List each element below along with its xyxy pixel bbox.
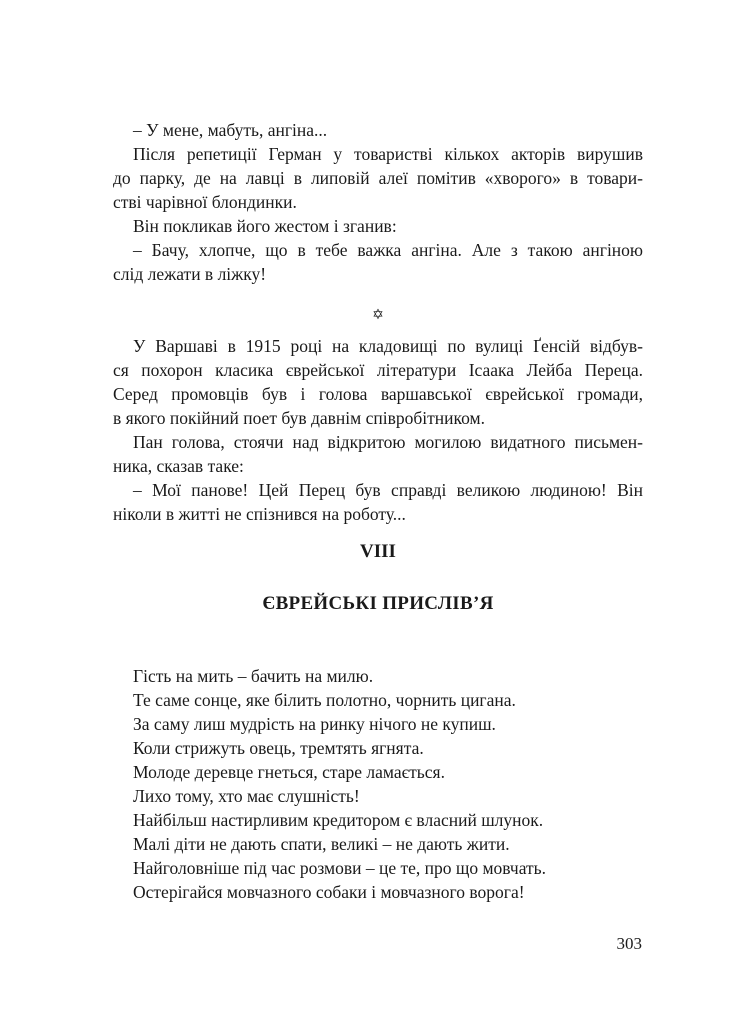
paragraph-line: ника, сказав таке: [113, 456, 244, 476]
paragraph-line: – Мої панове! Цей Перец був справді великою людиною! Він [133, 480, 643, 500]
page-number: 303 [616, 934, 642, 953]
paragraph-line: Він покликав його жестом і зганив: [133, 216, 397, 236]
proverb-line: Молоде деревце гнеться, старе ламається. [133, 762, 445, 782]
paragraph-line: стві чарівної блондинки. [113, 192, 297, 212]
proverb-line: Остерігайся мовчазного собаки і мовчазного ворога! [133, 882, 525, 902]
paragraph-line: до парку, де на лавці в липовій алеї помітив «хворого» в товари- [113, 168, 643, 188]
paragraph-line: слід лежати в ліжку! [113, 264, 267, 284]
paragraph-line: Після репетиції Герман у товаристві кількох акторів вирушив [133, 144, 643, 164]
paragraph-line: в якого покійний поет був давнім співробітником. [113, 408, 485, 428]
proverb-line: Малі діти не дають спати, великі – не дають жити. [133, 834, 510, 854]
chapter-number: VIII [360, 541, 396, 562]
proverb-line: Найбільш настирливим кредитором є власний шлунок. [133, 810, 544, 830]
chapter-title: ЄВРЕЙСЬКІ ПРИСЛІВ’Я [262, 593, 494, 614]
proverb-line: Гість на мить – бачить на милю. [133, 666, 374, 686]
paragraph-line: У Варшаві в 1915 році на кладовищі по вулиці Ґенсій відбув- [133, 336, 643, 356]
paragraph-line: – Бачу, хлопче, що в тебе важка ангіна. Але з такою ангіною [133, 240, 643, 260]
paragraph-line: – У мене, мабуть, ангіна... [133, 120, 328, 140]
proverb-line: Коли стрижуть овець, тремтять ягнята. [133, 738, 424, 758]
proverb-line: За саму лиш мудрість на ринку нічого не купиш. [133, 714, 496, 734]
proverb-line: Лихо тому, хто має слушність! [133, 786, 360, 806]
proverb-line: Найголовніше під час розмови – це те, про що мовчать. [133, 858, 547, 878]
proverb-line: Те саме сонце, яке білить полотно, чорнить цигана. [133, 690, 516, 710]
paragraph-line: ся похорон класика єврейської літератури Ісаака Лейба Переца. [113, 360, 643, 380]
paragraph-line: ніколи в житті не спізнився на роботу... [113, 504, 406, 524]
star-of-david-separator-icon: ✡ [372, 308, 384, 323]
paragraph-line: Пан голова, стоячи над відкритою могилою видатного письмен- [133, 432, 643, 452]
paragraph-line: Серед промовців був і голова варшавської єврейської громади, [113, 384, 643, 404]
